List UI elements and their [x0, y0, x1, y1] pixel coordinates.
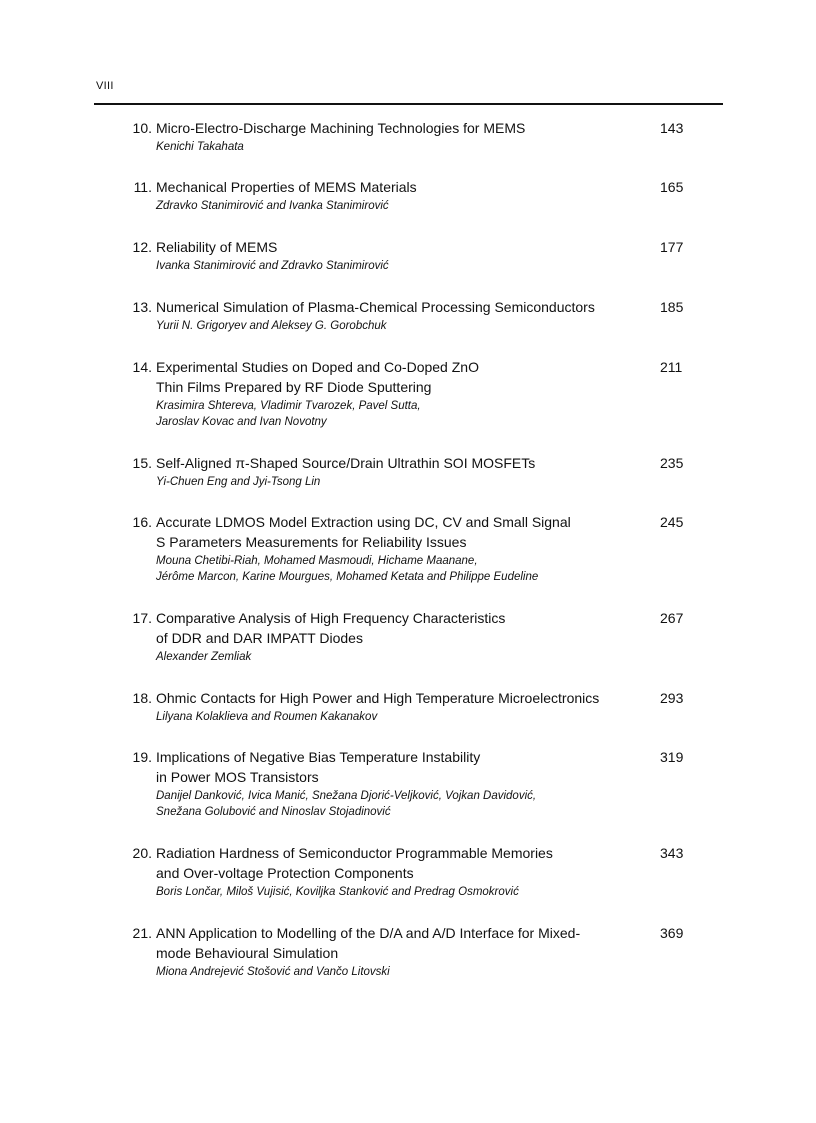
chapter-authors [156, 554, 656, 585]
author-line: Miona Andrejević Stošović and Vančo Litovski [156, 966, 390, 978]
chapter-title-line: S Parameters Measurements for Reliability Issues [156, 534, 467, 550]
chapter-authors [156, 199, 656, 215]
author-line: Zdravko Stanimirović and Ivanka Stanimirović [156, 200, 389, 212]
chapter-title [156, 297, 652, 317]
chapter-title [156, 237, 652, 257]
chapter-title-line: of DDR and DAR IMPATT Diodes [156, 630, 363, 646]
chapter-title [156, 923, 652, 963]
author-line: Mouna Chetibi-Riah, Mohamed Masmoudi, Hichame Maanane, [156, 555, 478, 567]
chapter-number: 12. [132, 239, 152, 255]
chapter-title-line: Mechanical Properties of MEMS Materials [156, 179, 417, 195]
chapter-title-line: Ohmic Contacts for High Power and High Temperature Microelectronics [156, 690, 600, 706]
page-number: 165 [660, 179, 684, 195]
page-number: 185 [660, 299, 684, 315]
page-number: 143 [660, 120, 684, 136]
author-line: Ivanka Stanimirović and Zdravko Stanimirović [156, 260, 389, 272]
chapter-title [156, 747, 652, 787]
chapter-title [156, 453, 652, 473]
chapter-title-line: Accurate LDMOS Model Extraction using DC, CV and Small Signal [156, 514, 571, 530]
chapter-number: 11. [133, 179, 152, 195]
chapter-title [156, 688, 652, 708]
chapter-title [156, 512, 652, 552]
page-number: 177 [660, 239, 684, 255]
chapter-title-line: in Power MOS Transistors [156, 769, 319, 785]
chapter-title-line: Experimental Studies on Doped and Co-Doped ZnO [156, 359, 479, 375]
chapter-authors [156, 399, 656, 430]
author-line: Danijel Danković, Ivica Manić, Snežana Djorić-Veljković, Vojkan Davidović, [156, 790, 537, 802]
page-number: 235 [660, 455, 684, 471]
chapter-authors [156, 710, 656, 726]
page-folio: VIII [96, 80, 114, 92]
chapter-title-line: Self-Aligned π-Shaped Source/Drain Ultrathin SOI MOSFETs [156, 455, 536, 471]
chapter-number: 13. [132, 299, 152, 315]
author-line: Kenichi Takahata [156, 141, 244, 153]
chapter-title-line: Reliability of MEMS [156, 239, 278, 255]
author-line: Alexander Zemliak [156, 651, 252, 663]
author-line: Yurii N. Grigoryev and Aleksey G. Gorobchuk [156, 320, 387, 332]
chapter-title-line: ANN Application to Modelling of the D/A and A/D Interface for Mixed- [156, 925, 581, 941]
chapter-title [156, 357, 652, 397]
page-number: 369 [660, 925, 684, 941]
author-line: Jérôme Marcon, Karine Mourgues, Mohamed Ketata and Philippe Eudeline [156, 570, 539, 583]
page-number: 319 [660, 749, 684, 765]
chapter-number: 20. [132, 845, 152, 861]
chapter-title-line: Radiation Hardness of Semiconductor Programmable Memories [156, 845, 553, 861]
author-line: Yi-Chuen Eng and Jyi-Tsong Lin [156, 476, 321, 488]
chapter-title-line: Implications of Negative Bias Temperature Instability [156, 749, 481, 765]
chapter-number: 19. [132, 749, 152, 765]
chapter-title-line: mode Behavioural Simulation [156, 945, 339, 961]
chapter-number: 21. [132, 925, 152, 941]
chapter-title [156, 608, 652, 648]
author-line: Jaroslav Kovac and Ivan Novotny [156, 415, 327, 428]
chapter-number: 16. [132, 514, 152, 530]
chapter-number: 14. [132, 359, 152, 375]
chapter-authors [156, 140, 656, 156]
chapter-title [156, 843, 652, 883]
chapter-number: 18. [132, 690, 152, 706]
chapter-authors [156, 650, 656, 666]
chapter-authors [156, 789, 656, 820]
author-line: Boris Lončar, Miloš Vujisić, Koviljka Stanković and Predrag Osmokrović [156, 886, 519, 898]
chapter-number: 10. [132, 120, 152, 136]
author-line: Lilyana Kolaklieva and Roumen Kakanakov [156, 711, 378, 723]
chapter-title [156, 177, 652, 197]
chapter-title-line: and Over-voltage Protection Components [156, 865, 414, 881]
chapter-title-line: Comparative Analysis of High Frequency Characteristics [156, 610, 506, 626]
chapter-authors [156, 475, 656, 491]
page-number: 267 [660, 610, 684, 626]
chapter-authors [156, 259, 656, 275]
chapter-authors [156, 319, 656, 335]
chapter-authors [156, 885, 656, 901]
chapter-authors [156, 965, 656, 981]
chapter-title [156, 118, 652, 138]
page-number: 211 [660, 359, 683, 375]
chapter-title-line: Thin Films Prepared by RF Diode Sputtering [156, 379, 432, 395]
author-line: Snežana Golubović and Ninoslav Stojadinović [156, 805, 391, 818]
chapter-title-line: Numerical Simulation of Plasma-Chemical Processing Semiconductors [156, 299, 595, 315]
page-number: 245 [660, 514, 684, 530]
author-line: Krasimira Shtereva, Vladimir Tvarozek, Pavel Sutta, [156, 400, 421, 412]
page-number: 293 [660, 690, 684, 706]
page-number: 343 [660, 845, 684, 861]
chapter-number: 15. [132, 455, 152, 471]
chapter-title-line: Micro-Electro-Discharge Machining Technologies for MEMS [156, 120, 526, 136]
chapter-number: 17. [132, 610, 152, 626]
